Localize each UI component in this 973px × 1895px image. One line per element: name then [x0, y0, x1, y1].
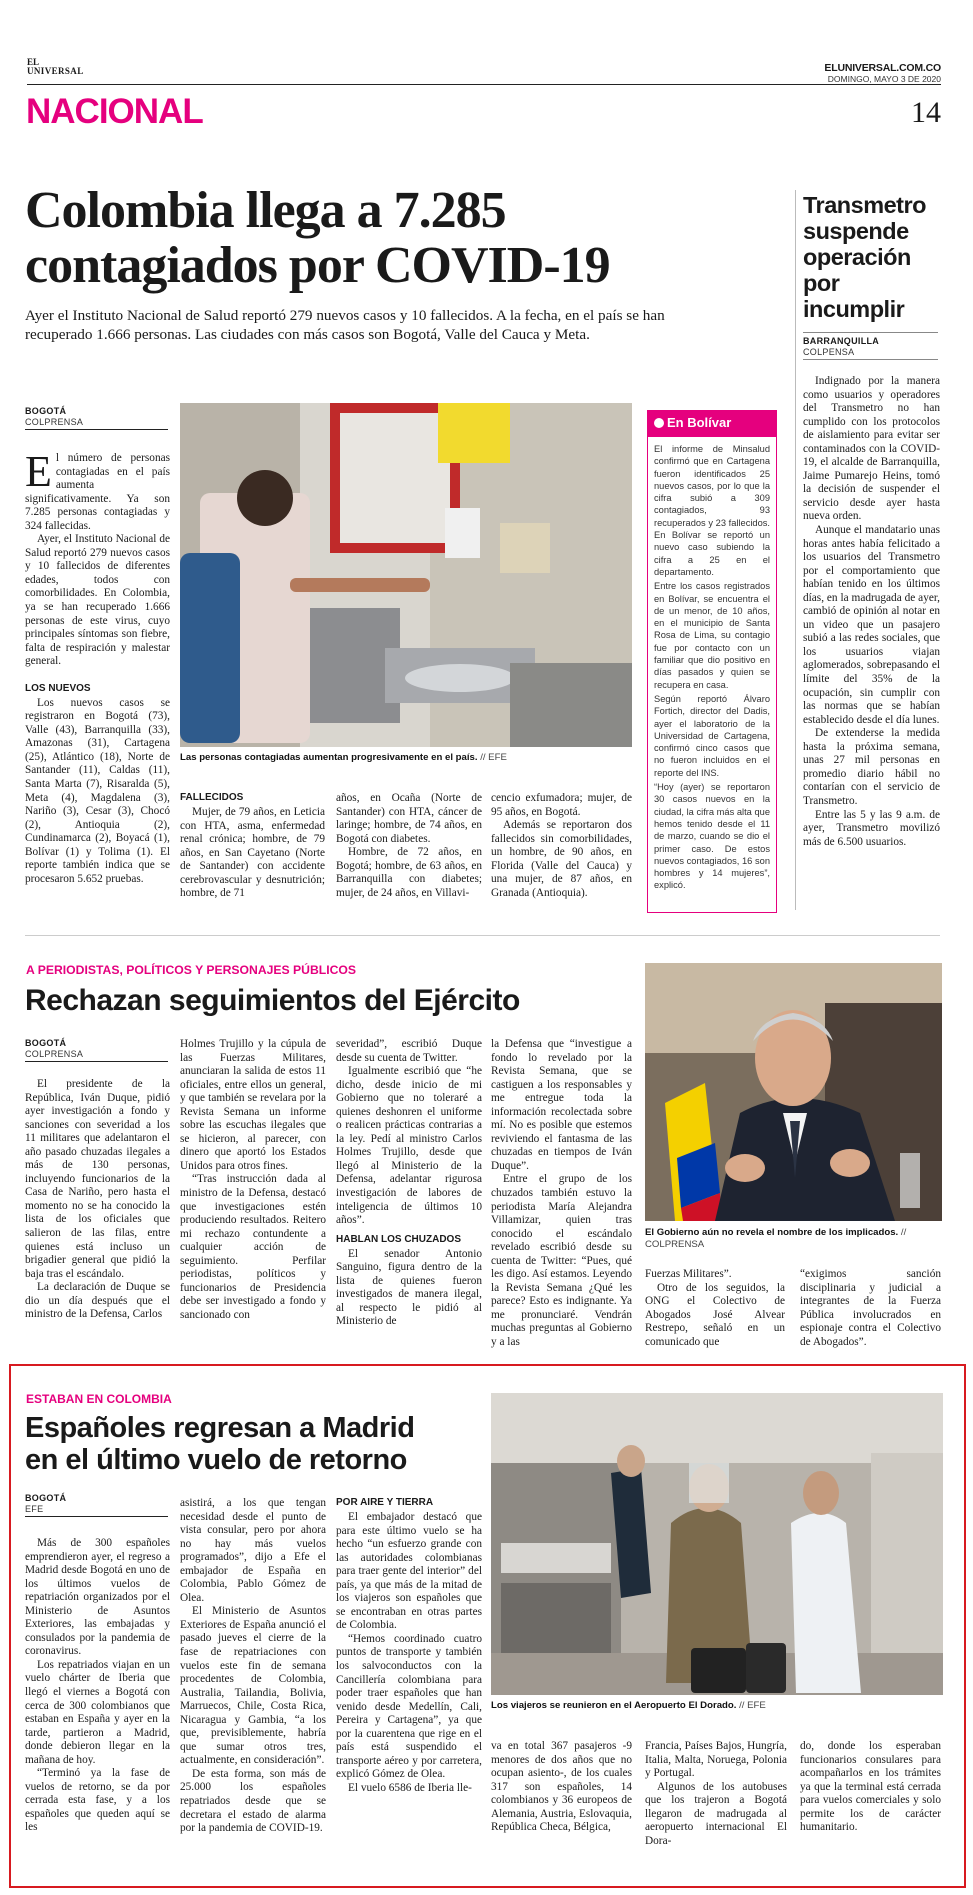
story2-headline-line: Transmetro: [803, 192, 926, 218]
story4-paragraph: Algunos de los autobuses que los trajeron a Bogotá llegaron de madrugada al aeropuerto internacional El Dora-: [645, 1780, 787, 1847]
story2-body: [803, 375, 940, 849]
byline-city: BOGOTÁ: [25, 406, 67, 416]
story4-col2: [180, 1497, 326, 1836]
story3-col5: [645, 1268, 785, 1349]
story1-col4: [491, 792, 632, 900]
story1-col1: [25, 447, 170, 886]
story4-paragraph: va en total 367 pasajeros -9 menores de dos años que no ocupan asiento-, de los cuales 317 son españoles, 14 colombianos y 36 europeos de Alemania, Austria, Eslovaquia, República Checa, Bélgica,: [491, 1740, 632, 1834]
sidebar-paragraph: “Hoy (ayer) se reportaron 30 casos nuevos en la ciudad, la cifra más alta que hemos tenido desde el 11 de marzo, cuando se dio el primer caso. De estos nuevos contagiados, 16 son hombres y 14 mujeres”, explicó.: [654, 782, 770, 891]
issue-date: DOMINGO, MAYO 3 DE 2020: [827, 74, 941, 84]
dropcap: E: [25, 447, 52, 496]
main-headline-line1: Colombia llega a 7.285: [25, 182, 506, 239]
caption-text: Los viajeros se reunieron en el Aeropuerto El Dorado.: [491, 1700, 737, 1711]
story4-headline: [25, 1412, 414, 1476]
story1-photo: [180, 403, 632, 747]
story2-paragraph: Indignado por la manera como usuarios y operadores del Transmetro no han cumplido con los protocolos de aislamiento para evitar ser contaminados con la COVID-19, el alcalde de Barranquilla, Jaime Pumarejo Heins, tomó la decisión de suspender el servicio desde ayer hasta nueva orden.: [803, 375, 940, 523]
story3-paragraph: Holmes Trujillo y la cúpula de las Fuerzas Militares, anunciaran la salida de estos 11 oficiales, entre ellos un general, y que también se revelara por la Revista Semana un informe sobre las escuchas ilegales que se hicieron, al parecer, con dinero que aportó los Estados Unidos para otros fines.: [180, 1038, 326, 1172]
byline-city: BOGOTÁ: [25, 1493, 67, 1503]
byline-city: BOGOTÁ: [25, 1038, 67, 1048]
story4-paragraph: De esta forma, son más de 25.000 los españoles repatriados desde que se decretara el estado de alarma por la pandemia de COVID-19.: [180, 1767, 326, 1835]
subhead: POR AIRE Y TIERRA: [336, 1497, 434, 1508]
sidebar-paragraph: El informe de Minsalud confirmó que en Cartagena fueron identificados 25 nuevos casos, por lo que la cifra subió a 309 contagiados, 93 recuperados y 23 fallecidos. En Bolívar se reportó un nuevo caso subiendo la cifra a 25 en el departamento.: [654, 444, 770, 577]
story3-paragraph: “Tras instrucción dada al ministro de la Defensa, destacó que investigaciones estén produciendo resultados. Reitero mi rechazo contundente a cualquier acción de seguimiento. Perfilar periodistas, políticos y funcionarios de Presidencia debe ser investigado a fondo y sancionado con: [180, 1173, 326, 1321]
subhead: FALLECIDOS: [180, 792, 244, 803]
airport-travelers-image: [491, 1393, 943, 1695]
story1-paragraph: Además se reportaron dos fallecidos sin comorbilidades, un hombre, de 90 años, en Florida (Valle del Cauca) y una mujer, de 87 años, en Granada (Antioquia).: [491, 819, 632, 899]
story4-headline-line1: Españoles regresan a Madrid: [25, 1412, 415, 1444]
story4-headline-line2: en el último vuelo de retorno: [25, 1444, 407, 1476]
story3-col6: [800, 1268, 941, 1349]
story3-kicker: A PERIODISTAS, POLÍTICOS Y PERSONAJES PÚBLICOS: [26, 963, 357, 977]
photo-credit: // COLPRENSA: [645, 1227, 907, 1250]
story3-photo: [645, 963, 942, 1221]
story2-byline: [803, 336, 879, 358]
section-divider: [25, 935, 940, 936]
story2-paragraph: Entre las 5 y las 9 a.m. de ayer, Transmetro movilizó más de 6.500 usuarios.: [803, 808, 940, 848]
story4-paragraph: “Hemos coordinado cuatro puntos de transporte y también los salvoconductos con la Cancillería colombiana para poder traer españoles que han venido desde Medellín, Cali, Pereira y Cartagena”, ya que por la cuarentena que rige en el país está suspendido el transporte aéreo y por carretera, explicó Gómez de Olea.: [336, 1632, 482, 1781]
main-headline: [25, 183, 765, 293]
story2-headline: [803, 192, 926, 322]
story3-paragraph: Otro de los seguidos, la ONG el Colectivo de Abogados José Alvear Restrepo, señaló en un comunicado que: [645, 1281, 785, 1348]
masthead-rule: [27, 84, 941, 85]
story1-byline: [25, 406, 83, 428]
sidebar-title: En Bolívar: [667, 415, 732, 430]
byline-city: BARRANQUILLA: [803, 336, 880, 346]
logo-line1: EL: [27, 57, 40, 67]
story4-paragraph: Francia, Países Bajos, Hungría, Italia, Malta, Noruega, Polonia y Portugal.: [645, 1740, 787, 1780]
page-number: 14: [911, 96, 941, 129]
story3-col1: [25, 1078, 170, 1322]
site-url[interactable]: ELUNIVERSAL.COM.CO: [824, 62, 941, 74]
masthead: [0, 0, 973, 140]
bolivar-sidebar: [647, 410, 777, 913]
subhead: LOS NUEVOS: [25, 682, 91, 694]
story4-paragraph: “Terminó ya la fase de vuelos de retorno, se da por cerrada esta fase, y a los españoles que queden aquí se les: [25, 1767, 170, 1834]
story1-paragraph: Ayer, el Instituto Nacional de Salud reportó 279 nuevos casos y 10 fallecidos de diferentes edades, todos con comorbilidades. En Colombia, ya se han recuperado 1.666 personas de este virus, cuyo principales síntomas son fiebre, falta de respiración y malestar general.: [25, 533, 170, 668]
story3-headline: Rechazan seguimientos del Ejército: [25, 984, 520, 1017]
story3-paragraph: Fuerzas Militares”.: [645, 1268, 732, 1280]
subhead: HABLAN LOS CHUZADOS: [336, 1233, 461, 1245]
story3-paragraph: “exigimos sanción disciplinaria y judicial a integrantes de la Fuerza Pública involucrados en espionaje contra el Colectivo de Abogados”.: [800, 1268, 941, 1348]
story4-paragraph: do, donde los esperaban funcionarios consulares para acompañarlos en los trámites ya que la terminal está cerrada para vuelos comerciales y solo permite los de carácter humanitario.: [800, 1740, 941, 1834]
section-name: NACIONAL: [26, 92, 203, 131]
story4-col6: [800, 1740, 941, 1835]
logo-line2: UNIVERSAL: [27, 66, 84, 76]
story1-photo-caption: [180, 752, 632, 764]
story2-headline-line: suspende: [803, 218, 909, 244]
byline-agency: COLPRENSA: [25, 416, 84, 427]
president-portrait-image: [645, 963, 942, 1221]
story2-byline-rule: [803, 332, 938, 333]
story3-col4: [491, 1038, 632, 1350]
byline-rule: [25, 1061, 168, 1062]
story4-col1: [25, 1537, 170, 1835]
story4-paragraph: El vuelo 6586 de Iberia lle-: [348, 1781, 472, 1794]
story2-byline-rule2: [803, 359, 938, 360]
story3-paragraph: Igualmente escribió que “he dicho, desde inicio de mi Gobierno que no toleraré a quienes deshonren el uniforme o realicen prácticas contrarias a la ley. Pedí al ministro Carlos Holmes Trujillo, desde que llegó al Ministerio de la Defensa, adelantar rigurosa investigación de labores de inteligencia de últimos 10 años”.: [336, 1065, 482, 1227]
sanitizer-scene-image: [180, 403, 632, 747]
sidebar-paragraph: Entre los casos registrados en Bolívar, se encuentra el de un menor, de 10 años, en el municipio de Santa Rosa de Lima, su contagio fue por contacto con un familiar que dio positivo en días pasados y quien se recupera en casa.: [654, 581, 770, 690]
story1-paragraph: Hombre, de 72 años, en Bogotá; hombre, de 63 años, en Barranquilla con diabetes; mujer, de 24 años, en Villavi-: [336, 846, 482, 899]
newspaper-logo: [27, 58, 84, 76]
story4-paragraph: El Ministerio de Asuntos Exteriores de España anunció el pasado jueves el cierre de la fase de repatriaciones con vuelos este fin de semana procedentes de Colombia, Australia, Tailandia, Bolivia, Marruecos, Chile, Costa Rica, Nicaragua y Gambia, “a los que, previsiblemente, habría que sumar otros tres, actualmente, en consideración”.: [180, 1605, 326, 1767]
story3-photo-caption: [645, 1227, 942, 1250]
main-deck: Ayer el Instituto Nacional de Salud reportó 279 nuevos casos y 10 fallecidos. A la fecha, en el país se han recuperado 1.666 personas. Las ciudades con más casos son Bogotá, Valle del Cauca y Meta.: [25, 307, 665, 343]
story3-paragraph: la Defensa que “investigue a fondo lo revelado por la Revista Semana, que se castiguen a los responsables y me entregue toda la información recolectada sobre mí. No es posible que estemos reviviendo el fantasma de las chuzadas en tiempos de Iván Duque”.: [491, 1038, 632, 1172]
story4-col4: [491, 1740, 632, 1835]
story3-paragraph: severidad”, escribió Duque desde su cuenta de Twitter.: [336, 1038, 482, 1064]
byline-agency: EFE: [25, 1503, 44, 1514]
bullet-icon: [654, 418, 664, 428]
main-headline-line2: contagiados por COVID-19: [25, 237, 610, 294]
caption-text: Las personas contagiadas aumentan progresivamente en el país.: [180, 752, 478, 763]
sidebar-header: [648, 411, 776, 437]
story2-paragraph: De extenderse la medida hasta la próxima semana, unas 27 mil personas en promedio diario hábil no contarían con el servicio de Transmetro.: [803, 727, 940, 807]
story1-paragraph: Los nuevos casos se registraron en Bogotá (73), Valle (43), Barranquilla (33), Amazonas (31), Cartagena (25), Atlántico (18), Norte de Santander (11), Caldas (11), Santa Marta (7), Risaralda (5), Meta (4), Magdalena (3), Nariño (3), Cesar (3), Chocó (2), Antioquia (2), Cundinamarca (2), Boyacá (1), Bolívar (1) y Tolima (1). El reporte también indica que se procesaron 5.652 pruebas.: [25, 696, 170, 885]
story3-col3: [336, 1038, 482, 1329]
story4-paragraph: Más de 300 españoles emprendieron ayer, el regreso a Madrid desde Bogotá en uno de los últimos vuelos de repatriación organizados por el Ministerio de Asuntos Exteriores, las embajadas y consulados por la pandemia de coronavirus.: [25, 1537, 170, 1658]
story1-col2: [180, 792, 325, 901]
story2-headline-line: operación: [803, 244, 911, 270]
story1-paragraph: años, en Ocaña (Norte de Santander) con HTA, cáncer de laringe; hombre, de 74 años, en Bogotá con diabetes.: [336, 792, 482, 845]
story1-col3: [336, 792, 482, 900]
story4-col5: [645, 1740, 787, 1848]
story4-paragraph: asistirá, a los que tengan necesidad desde el punto de vista consular, pero por ahora no hay más vuelos programados”, dijo a Efe el embajador de España en Colombia, Pablo Gómez de Olea.: [180, 1497, 326, 1604]
story4-byline: [25, 1493, 66, 1515]
byline-agency: COLPENSA: [803, 346, 855, 357]
story3-byline: [25, 1038, 83, 1060]
story3-paragraph: La declaración de Duque se dio un día después que el ministro de la Defensa, Carlos: [25, 1281, 170, 1321]
story2-top-rule: [795, 190, 796, 910]
story1-paragraph: El número de personas contagiadas en el país aumenta significativamente. Ya son 7.285 personas contagiadas y 324 fallecidas.: [25, 447, 170, 532]
sidebar-body: [648, 437, 776, 892]
story1-paragraph: cencio exfumadora; mujer, de 95 años, en Bogotá.: [491, 792, 632, 818]
byline-agency: COLPRENSA: [25, 1048, 84, 1059]
story3-col2: [180, 1038, 326, 1322]
byline-rule: [25, 429, 168, 430]
story4-kicker: ESTABAN EN COLOMBIA: [26, 1392, 172, 1406]
story3-paragraph: El senador Antonio Sanguino, figura dentro de la lista de quienes fueron investigados de manera ilegal, al respecto le pidió al Ministerio de: [336, 1247, 482, 1328]
story4-paragraph: El embajador destacó que para este último vuelo se ha hecho “un esfuerzo grande con las autoridades colombianas para traer gente del interior” del país, ya que más de la mitad de los viajeros son españoles que se encontraban en otras partes de Colombia.: [336, 1511, 482, 1632]
story4-photo: [491, 1393, 943, 1695]
story4-photo-caption: [491, 1700, 943, 1712]
story4-col3: [336, 1497, 482, 1795]
story2-headline-line: incumplir: [803, 296, 905, 322]
story3-paragraph: Entre el grupo de los chuzados también estuvo la periodista María Alejandra Villamizar, quien tras conocido el escándalo revelado escribió desde su cuenta de Twitter: “Pues, qué les digo. Así estamos. Leyendo la Revista Semana ¿Qué les parece? Esto es indignante. Ya me pronunciaré. Vendrán muchas preguntas al Gobierno y a las: [491, 1173, 632, 1349]
caption-text: El Gobierno aún no revela el nombre de los implicados.: [645, 1227, 899, 1238]
sidebar-paragraph: Según reportó Álvaro Fortich, director del Dadis, ayer el laboratorio de la Universidad de Cartagena, confirmó cinco casos que no fueron incluidos en el reporte del INS.: [654, 693, 770, 778]
story3-paragraph: El presidente de la República, Iván Duque, pidió ayer investigación a fondo y sanciones con severidad a los 11 militares que adelantaron el año pasado chuzadas ilegales a más de 130 personas, incluyendo funcionarios de la Casa de Nariño, pero hasta el momento no se ha conocido la lista de los oficiales que salieron de las filas, entre quienes está incluso un brigadier general que pidió la baja tras el escándalo.: [25, 1078, 170, 1280]
story2-headline-line: por: [803, 270, 840, 296]
story4-paragraph: Los repatriados viajan en un vuelo chárter de Iberia que llegó el viernes a Bogotá con cerca de 300 colombianos que estaban en España y ayer en la tarde, partieron a Madrid, donde debieron llegar en la mañana de hoy.: [25, 1658, 170, 1766]
byline-rule: [25, 1516, 168, 1517]
story1-paragraph: Mujer, de 79 años, en Leticia con HTA, asma, enfermedad renal crónica; hombre, de 79 años, en San Cayetano (Norte de Santander) con accidente cerebrovascular y desnutrición; hombre, de 71: [180, 806, 325, 900]
photo-credit: // EFE: [480, 752, 507, 763]
story2-paragraph: Aunque el mandatario unas horas antes había felicitado a los usuarios del Transmetro por el comportamiento que habían tenido en los últimos días, en la madrugada de ayer, cambió de opinión al notar en un video que un pasajero subió a las redes sociales, que los usuarios viajan aglomerados, sobrepasando el límite del 35% de la ocupación, sin cumplir con las normas que se habían establecido desde el día lunes.: [803, 524, 940, 726]
photo-credit: // EFE: [739, 1700, 766, 1711]
